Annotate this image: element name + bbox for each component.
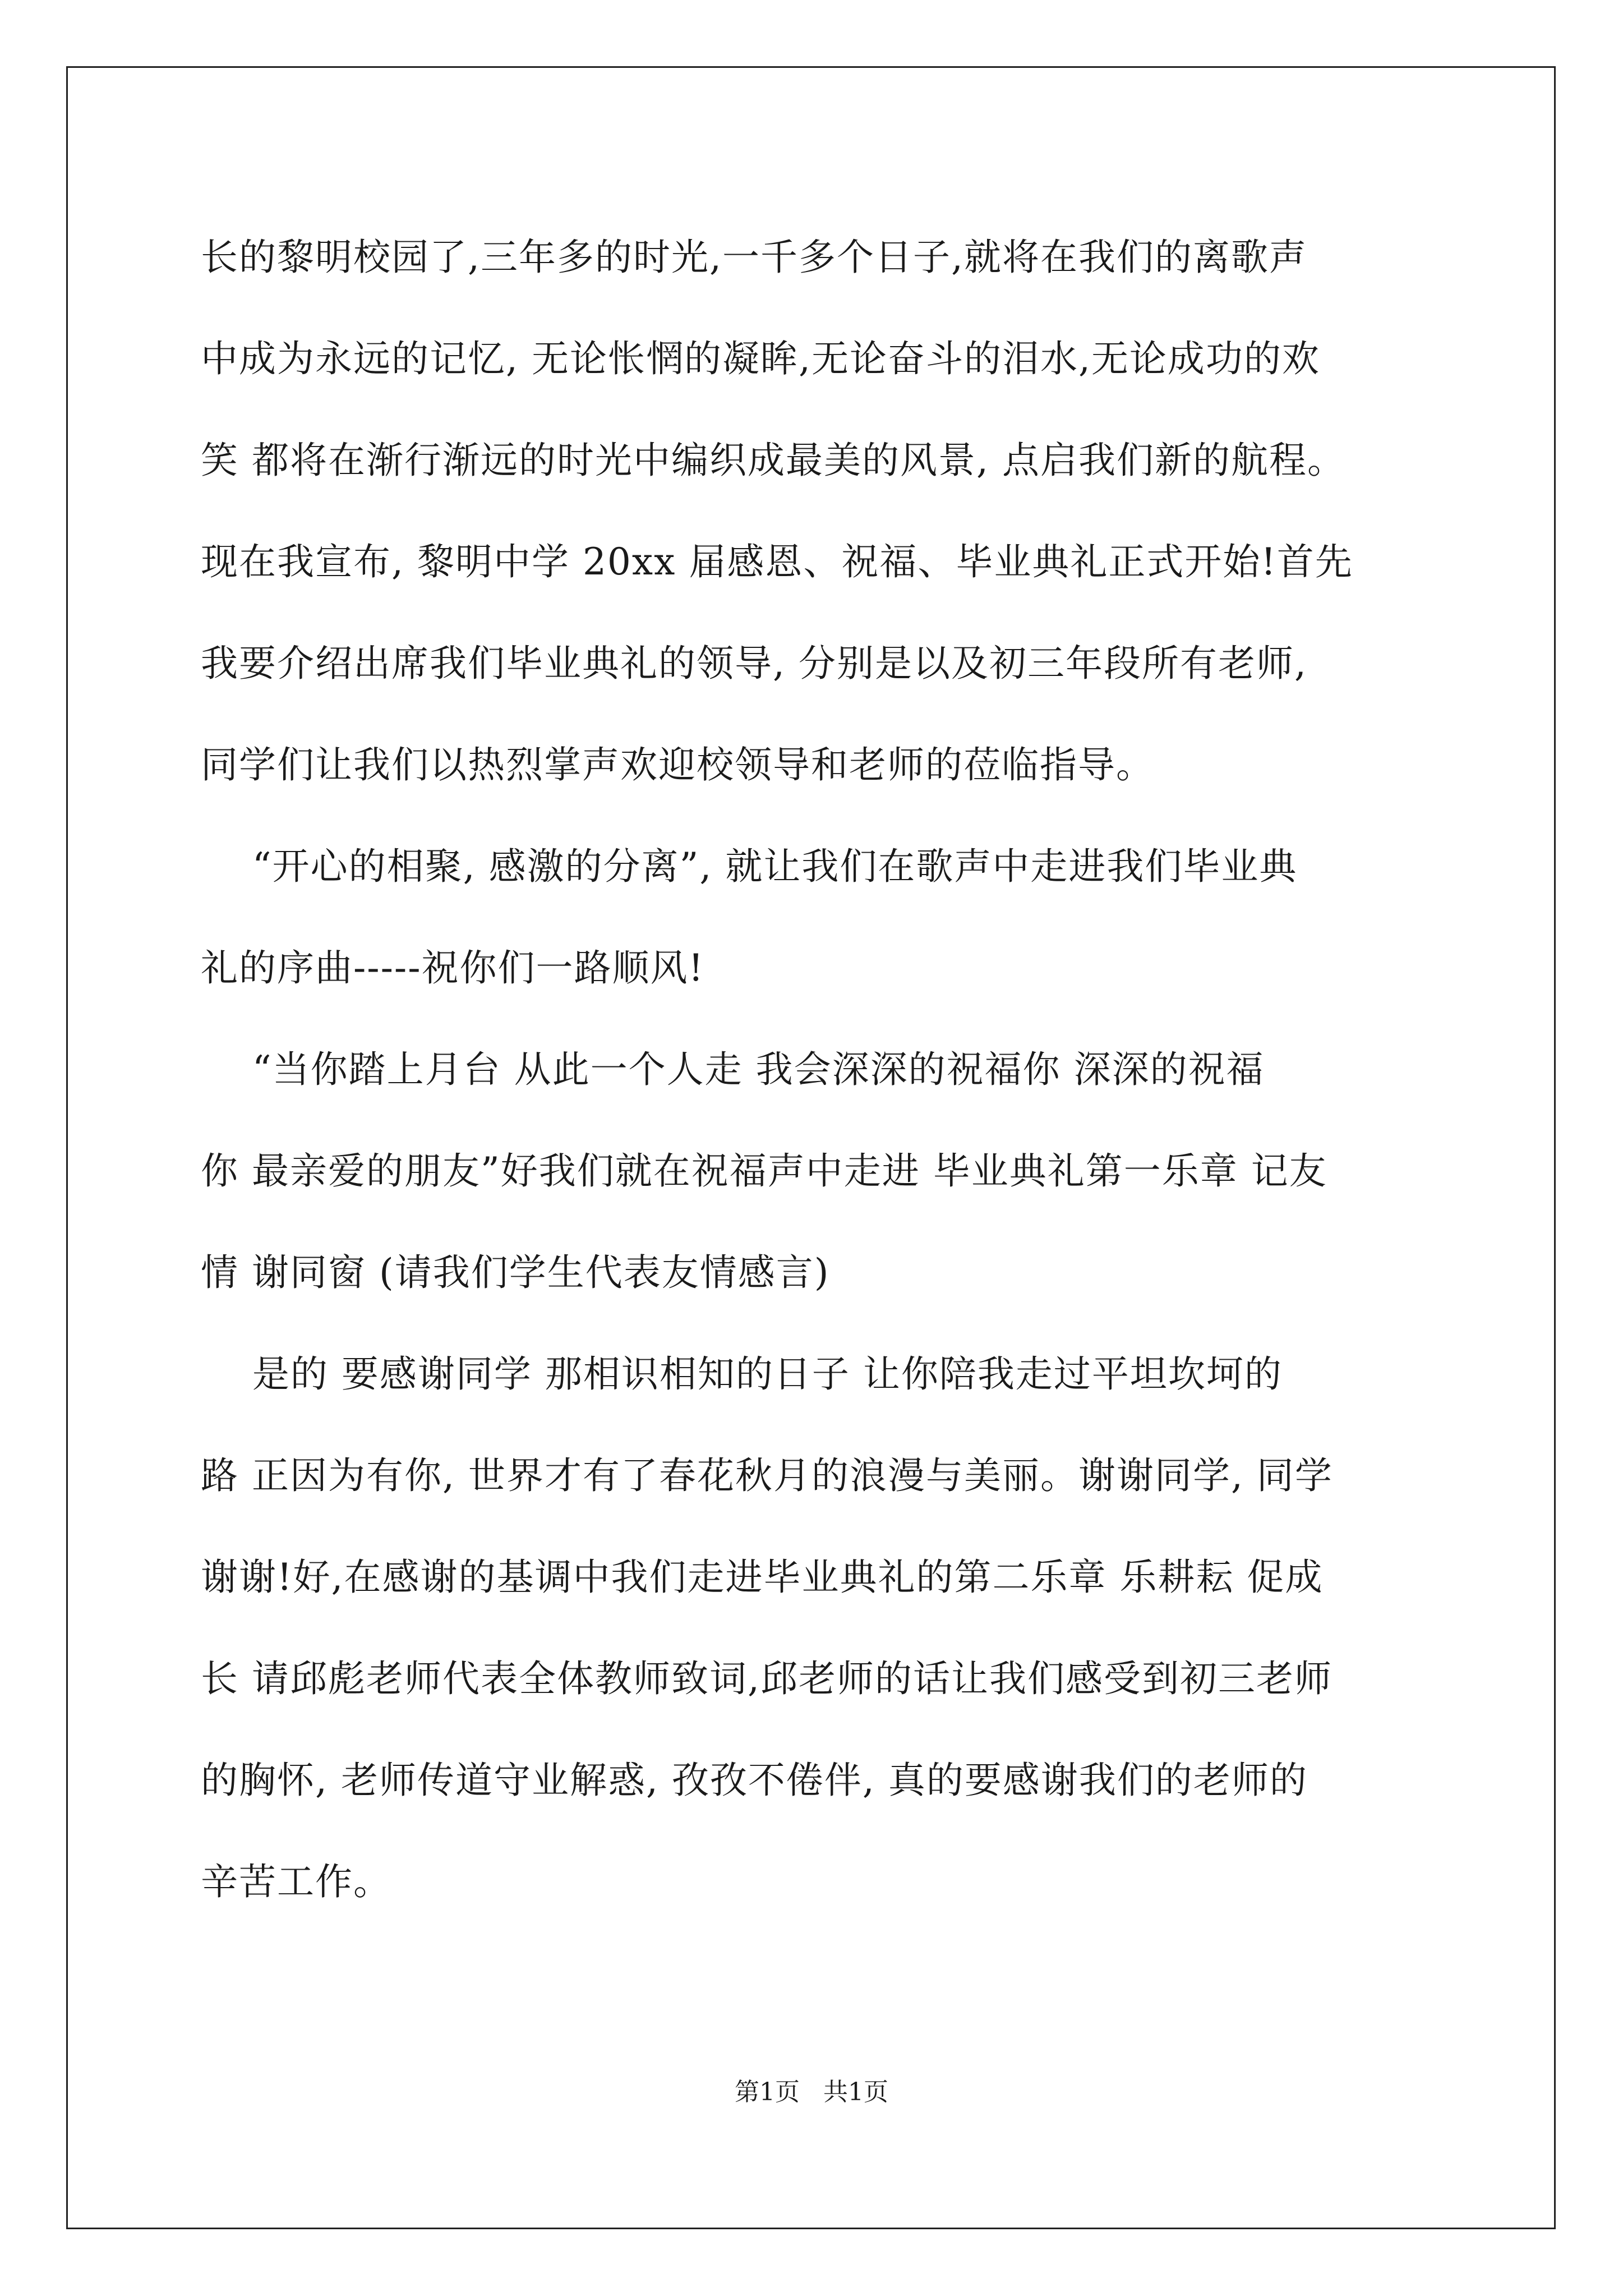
- text-line: 情 谢同窗 (请我们学生代表友情感言): [201, 1251, 830, 1294]
- text-line: “当你踏上月台 从此一个人走 我会深深的祝福你 深深的祝福: [201, 1048, 1265, 1091]
- text-line: 同学们让我们以热烈掌声欢迎校领导和老师的莅临指导。: [201, 743, 1154, 786]
- text-line: 谢谢!好,在感谢的基调中我们走进毕业典礼的第二乐章 乐耕耘 促成: [201, 1556, 1324, 1599]
- text-line: 长 请邱彪老师代表全体教师致词,邱老师的话让我们感受到初三老师: [201, 1657, 1332, 1700]
- page-footer: 第1页 共1页: [735, 2078, 888, 2106]
- document-body: [201, 206, 1423, 1932]
- text-line: 辛苦工作。: [201, 1860, 391, 1903]
- text-line: 中成为永远的记忆, 无论怅惘的凝眸,无论奋斗的泪水,无论成功的欢: [201, 337, 1320, 380]
- text-line: 笑 都将在渐行渐远的时光中编织成最美的风景, 点启我们新的航程。: [201, 439, 1345, 482]
- text-line: “开心的相聚, 感激的分离”, 就让我们在歌声中走进我们毕业典: [201, 845, 1298, 888]
- text-line: 的胸怀, 老师传道守业解惑, 孜孜不倦伴, 真的要感谢我们的老师的: [201, 1759, 1308, 1802]
- text-line: 现在我宣布, 黎明中学 20xx 届感恩、祝福、毕业典礼正式开始!首先: [201, 540, 1353, 583]
- text-line: 你 最亲爱的朋友”好我们就在祝福声中走进 毕业典礼第一乐章 记友: [201, 1149, 1327, 1193]
- text-line: 礼的序曲-----祝你们一路顺风!: [201, 946, 705, 990]
- text-line: 路 正因为有你, 世界才有了春花秋月的浪漫与美丽。谢谢同学, 同学: [201, 1454, 1333, 1497]
- text-line: 我要介绍出席我们毕业典礼的领导, 分别是以及初三年段所有老师,: [201, 642, 1307, 685]
- text-line: 是的 要感谢同学 那相识相知的日子 让你陪我走过平坦坎坷的: [201, 1352, 1283, 1396]
- text-line: 长的黎明校园了,三年多的时光,一千多个日子,就将在我们的离歌声: [201, 236, 1307, 279]
